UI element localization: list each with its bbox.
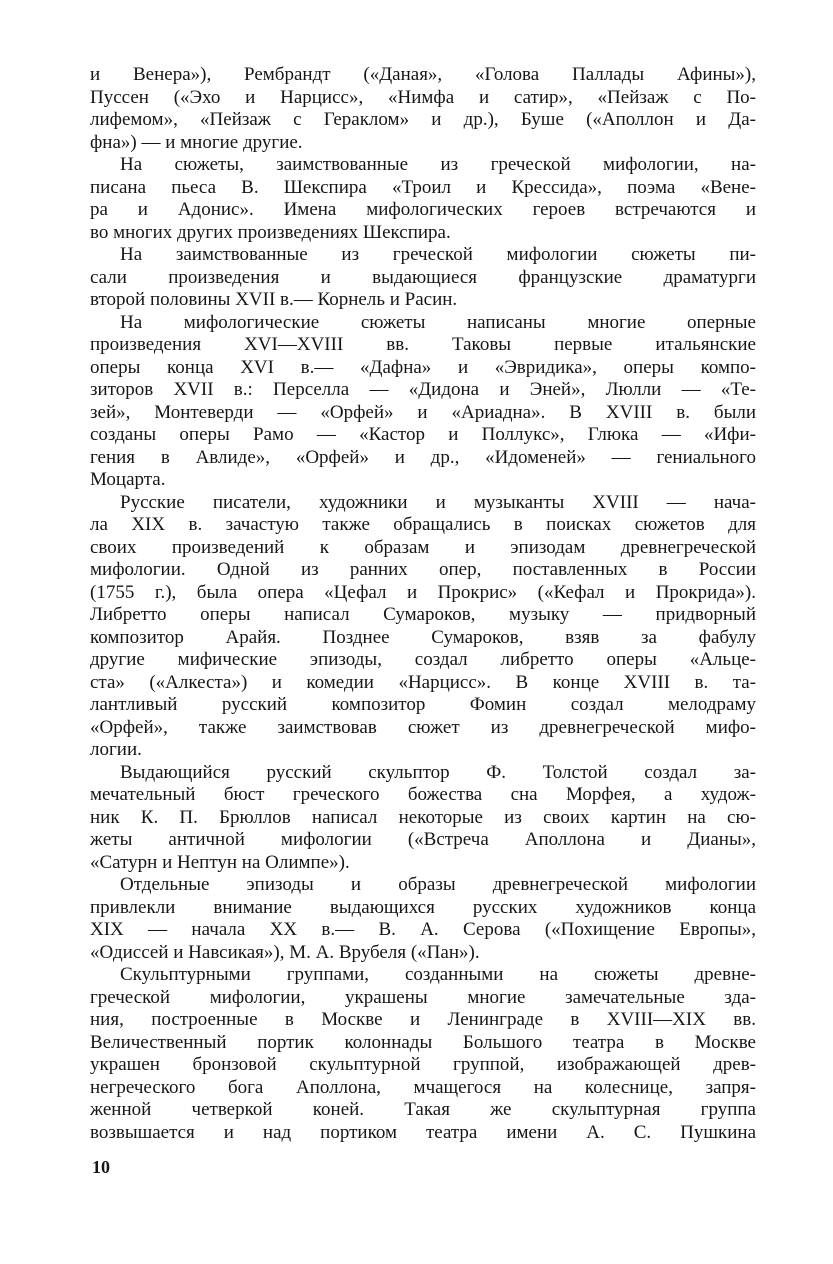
text-line: во многих других произведениях Шекспира. [90, 221, 451, 243]
paragraph [90, 492, 756, 762]
text-line: Отдельные эпизоды и образы древнегреческой мифологии [120, 874, 756, 895]
text-line: Пуссен («Эхо и Нарцисс», «Нимфа и сатир», «Пейзаж с По- [90, 86, 756, 108]
text-line: привлекли внимание выдающихся русских художников конца [90, 896, 756, 918]
paragraph [90, 154, 756, 244]
text-line: Либретто оперы написал Сумароков, музыку — придворный [90, 604, 756, 625]
text-line: Русские писатели, художники и музыканты XVIII — нача- [120, 491, 756, 513]
text-line: Величественный портик колоннады Большого театра в Москве [90, 1031, 756, 1053]
text-line: мечательный бюст греческого божества сна Морфея, а худож- [90, 784, 756, 805]
text-line: (1755 г.), была опера «Цефал и Прокрис» («Кефал и Прокрида»). [90, 581, 756, 603]
text-line: женной четверкой коней. Такая же скульптурная группа [90, 1099, 756, 1120]
text-line: логии. [90, 739, 142, 760]
page-number: 10 [92, 1157, 110, 1177]
text-line: ста» («Алкеста») и комедии «Нарцисс». В конце XVIII в. та- [90, 671, 756, 693]
text-line: На мифологические сюжеты написаны многие оперные [120, 311, 756, 333]
text-line: «Орфей», также заимствовав сюжет из древнегреческой мифо- [90, 716, 756, 738]
paragraph [90, 762, 756, 875]
text-line: писана пьеса В. Шекспира «Троил и Крессида», поэма «Вене- [90, 176, 756, 198]
text-line: фна») — и многие другие. [90, 131, 303, 153]
text-line: второй половины XVII в.— Корнель и Расин. [90, 289, 458, 310]
text-line: Моцарта. [90, 469, 166, 490]
text-line: композитор Арайя. Позднее Сумароков, взяв за фабулу [90, 626, 756, 648]
text-line: другие мифические эпизоды, создал либретто оперы «Альце- [90, 649, 756, 670]
paragraph [90, 312, 756, 492]
text-line: ла XIX в. зачастую также обращались в поисках сюжетов для [90, 514, 756, 535]
text-line: оперы конца XVI в.— «Дафна» и «Эвридика», оперы компо- [90, 356, 756, 378]
text-line: Выдающийся русский скульптор Ф. Толстой создал за- [120, 761, 756, 783]
text-line: зиторов XVII в.: Перселла — «Дидона и Эней», Люлли — «Те- [90, 379, 756, 400]
paragraph [90, 64, 756, 154]
text-line: возвышается и над портиком театра имени А. С. Пушкина [90, 1121, 756, 1143]
text-line: ник К. П. Брюллов написал некоторые из своих картин на сю- [90, 806, 756, 828]
text-line: мифологии. Одной из ранних опер, поставленных в России [90, 559, 756, 580]
paragraph [90, 964, 756, 1144]
body-text [90, 64, 756, 1144]
text-line: негреческого бога Аполлона, мчащегося на колеснице, запря- [90, 1076, 756, 1098]
text-line: произведения XVI—XVIII вв. Таковы первые итальянские [90, 334, 756, 355]
text-line: лантливый русский композитор Фомин создал мелодраму [90, 694, 756, 715]
text-line: На сюжеты, заимствованные из греческой мифологии, на- [120, 154, 756, 175]
text-line: греческой мифологии, украшены многие замечательные зда- [90, 986, 756, 1008]
text-line: гения в Авлиде», «Орфей» и др., «Идоменей» — гениального [90, 446, 756, 468]
text-line: жеты античной мифологии («Встреча Аполлона и Дианы», [90, 829, 756, 850]
paragraph [90, 244, 756, 312]
text-line: «Сатурн и Нептун на Олимпе»). [90, 851, 350, 873]
text-line: лифемом», «Пейзаж с Гераклом» и др.), Буше («Аполлон и Да- [90, 109, 756, 130]
text-line: украшен бронзовой скульптурной группой, изображающей древ- [90, 1054, 756, 1075]
paragraph [90, 874, 756, 964]
text-line: созданы оперы Рамо — «Кастор и Поллукс», Глюка — «Ифи- [90, 424, 756, 445]
text-line: сали произведения и выдающиеся французские драматурги [90, 266, 756, 288]
text-line: ра и Адонис». Имена мифологических героев встречаются и [90, 199, 756, 220]
text-line: своих произведений к образам и эпизодам древнегреческой [90, 536, 756, 558]
text-line: «Одиссей и Навсикая»), М. А. Врубеля («Пан»). [90, 941, 480, 963]
text-line: ния, построенные в Москве и Ленинграде в XVIII—XIX вв. [90, 1009, 756, 1030]
text-line: XIX — начала XX в.— В. А. Серова («Похищение Европы», [90, 919, 756, 940]
text-line: и Венера»), Рембрандт («Даная», «Голова Паллады Афины»), [90, 64, 756, 85]
text-line: На заимствованные из греческой мифологии сюжеты пи- [120, 244, 756, 265]
text-line: Скульптурными группами, созданными на сюжеты древне- [120, 964, 756, 985]
text-line: зей», Монтеверди — «Орфей» и «Ариадна». В XVIII в. были [90, 401, 756, 423]
